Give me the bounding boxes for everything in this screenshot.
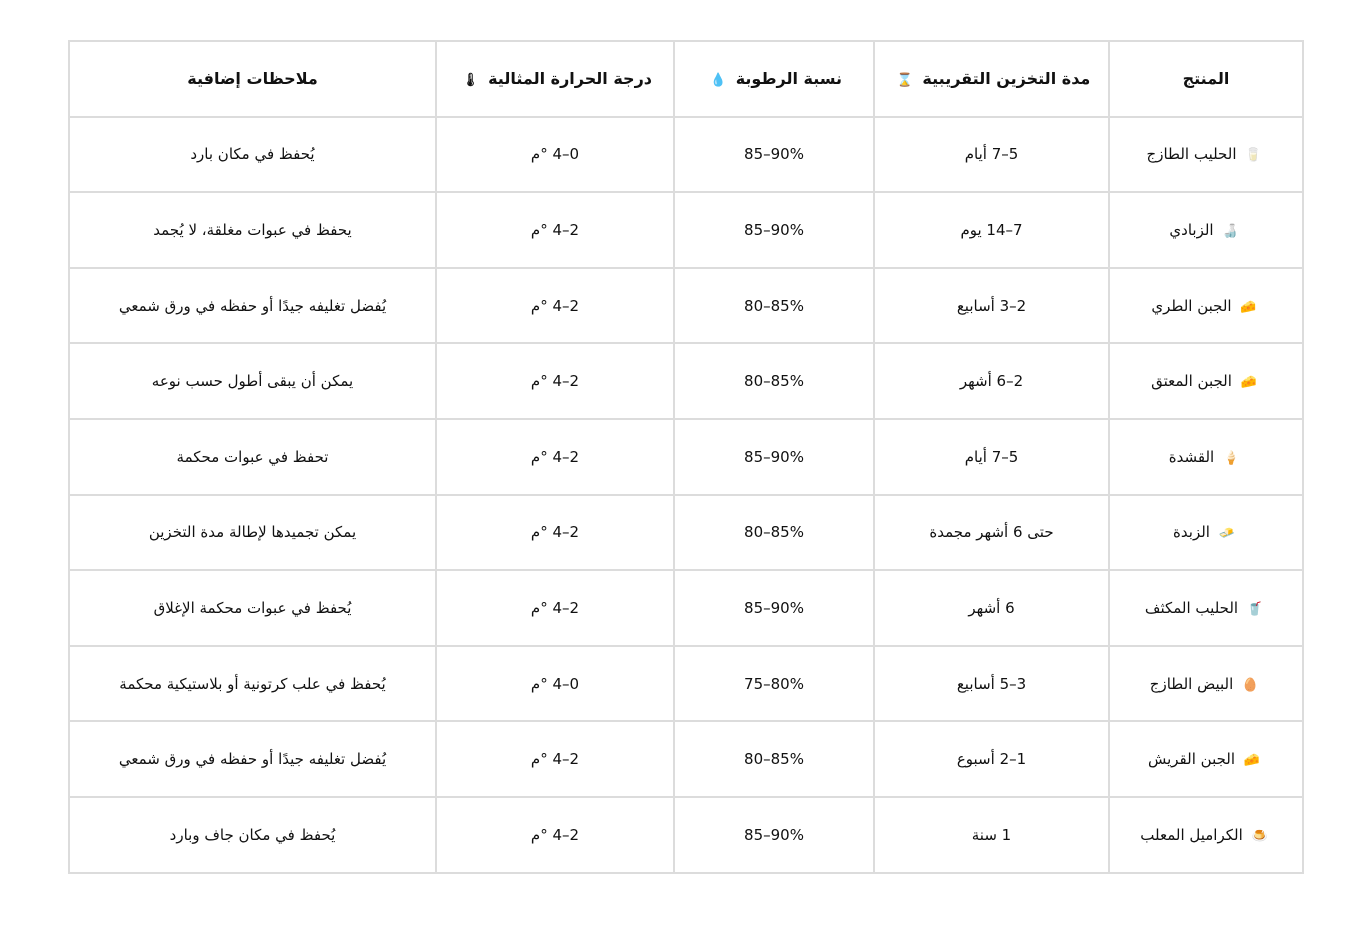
header-duration [874, 41, 1109, 117]
cell-product [1109, 192, 1303, 268]
temperature-value: 2–4 °م [530, 296, 580, 315]
cell-humidity [674, 192, 874, 268]
header-temperature [436, 41, 674, 117]
product-name: البيض الطازج [1149, 674, 1234, 693]
temperature-value: 0–4 °م [530, 145, 580, 164]
cell-product [1109, 268, 1303, 344]
cell-notes [69, 495, 436, 571]
cell-duration [874, 268, 1109, 344]
cell-duration [874, 495, 1109, 571]
duration-value: حتى 6 أشهر مجمدة [929, 523, 1054, 542]
notes-value: يُفضل تغليفه جيدًا أو حفظه في ورق شمعي [118, 750, 387, 769]
cell-humidity [674, 268, 874, 344]
duration-value: 7–14 يوم [960, 220, 1023, 239]
cell-humidity [674, 646, 874, 722]
cell-humidity [674, 570, 874, 646]
cell-product [1109, 646, 1303, 722]
duration-value: 3–5 أسابيع [956, 674, 1027, 693]
cell-temperature [436, 646, 674, 722]
header-label: مدة التخزين التقريبية [922, 69, 1091, 89]
cell-notes [69, 797, 436, 873]
table-row [69, 117, 1303, 193]
notes-value: تحفظ في عبوات محكمة [176, 447, 329, 466]
cell-product [1109, 797, 1303, 873]
temperature-value: 2–4 °م [530, 825, 580, 844]
storage-table [68, 40, 1304, 874]
cell-temperature [436, 117, 674, 193]
cell-temperature [436, 721, 674, 797]
cell-temperature [436, 268, 674, 344]
header-label: المنتج [1182, 69, 1230, 89]
egg-icon: 🥚 [1242, 677, 1259, 693]
cell-duration [874, 797, 1109, 873]
cell-notes [69, 419, 436, 495]
notes-value: يمكن أن يبقى أطول حسب نوعه [151, 372, 354, 391]
cell-product [1109, 343, 1303, 419]
product-name: الحليب الطازج [1146, 145, 1237, 164]
notes-value: يمكن تجميدها لإطالة مدة التخزين [148, 523, 357, 542]
product-name: الجبن المعتق [1151, 372, 1232, 391]
temperature-value: 2–4 °م [530, 372, 580, 391]
temperature-value: 2–4 °م [530, 750, 580, 769]
table-row [69, 646, 1303, 722]
temperature-value: 2–4 °م [530, 523, 580, 542]
cell-temperature [436, 192, 674, 268]
cell-notes [69, 721, 436, 797]
cell-notes [69, 343, 436, 419]
cell-temperature [436, 343, 674, 419]
temperature-value: 0–4 °م [530, 674, 580, 693]
cell-duration [874, 419, 1109, 495]
duration-value: 2–3 أسابيع [956, 296, 1027, 315]
pudding-icon: 🍮 [1251, 828, 1268, 844]
storage-table-container [68, 40, 1302, 874]
table-row [69, 495, 1303, 571]
table-row [69, 721, 1303, 797]
cell-product [1109, 495, 1303, 571]
header-humidity [674, 41, 874, 117]
cheese-icon: 🧀 [1240, 299, 1257, 315]
temperature-value: 2–4 °م [530, 598, 580, 617]
table-row [69, 343, 1303, 419]
table-row [69, 797, 1303, 873]
notes-value: يُحفظ في عبوات محكمة الإغلاق [153, 598, 352, 617]
notes-value: يُحفظ في علب كرتونية أو بلاستيكية محكمة [119, 674, 386, 693]
cell-humidity [674, 117, 874, 193]
product-name: الجبن الطري [1151, 296, 1232, 315]
cell-duration [874, 117, 1109, 193]
cell-duration [874, 192, 1109, 268]
cell-duration [874, 343, 1109, 419]
cell-product [1109, 570, 1303, 646]
header-product [1109, 41, 1303, 117]
cell-temperature [436, 570, 674, 646]
cheese-icon: 🧀 [1243, 753, 1260, 769]
product-name: الزبادي [1169, 220, 1214, 239]
notes-value: يُفضل تغليفه جيدًا أو حفظه في ورق شمعي [118, 296, 387, 315]
cell-temperature [436, 797, 674, 873]
table-row [69, 192, 1303, 268]
humidity-value: 85–90% [744, 598, 804, 617]
humidity-value: 80–85% [744, 523, 804, 542]
duration-value: 5–7 أيام [964, 145, 1019, 164]
cheese-icon: 🧀 [1240, 375, 1257, 391]
table-row [69, 570, 1303, 646]
header-notes [69, 41, 436, 117]
duration-value: 1 سنة [971, 825, 1012, 844]
milk-glass-icon: 🥛 [1245, 148, 1262, 164]
cell-product [1109, 117, 1303, 193]
duration-value: 6 أشهر [968, 598, 1015, 617]
cell-notes [69, 117, 436, 193]
humidity-value: 80–85% [744, 296, 804, 315]
cell-notes [69, 192, 436, 268]
table-row [69, 419, 1303, 495]
product-name: القشدة [1168, 447, 1215, 466]
header-label: درجة الحرارة المثالية [488, 69, 652, 89]
duration-value: 5–7 أيام [964, 447, 1019, 466]
temperature-value: 2–4 °م [530, 447, 580, 466]
cell-temperature [436, 419, 674, 495]
cell-notes [69, 646, 436, 722]
product-name: الجبن القريش [1147, 750, 1236, 769]
cell-temperature [436, 495, 674, 571]
duration-value: 2–6 أشهر [959, 372, 1024, 391]
product-name: الزبدة [1173, 523, 1210, 542]
cell-humidity [674, 797, 874, 873]
notes-value: يُحفظ في مكان جاف وبارد [169, 825, 336, 844]
cell-notes [69, 268, 436, 344]
humidity-value: 80–85% [744, 372, 804, 391]
cell-humidity [674, 721, 874, 797]
product-name: الحليب المكثف [1144, 598, 1239, 617]
cell-notes [69, 570, 436, 646]
cell-humidity [674, 495, 874, 571]
humidity-value: 85–90% [744, 145, 804, 164]
humidity-value: 85–90% [744, 220, 804, 239]
header-label: نسبة الرطوبة [735, 69, 843, 89]
notes-value: يُحفظ في مكان بارد [190, 145, 315, 164]
cell-duration [874, 646, 1109, 722]
cell-product [1109, 721, 1303, 797]
ice-cream-icon: 🍦 [1223, 450, 1240, 466]
notes-value: يحفظ في عبوات مغلقة، لا يُجمد [153, 220, 352, 239]
thermometer-icon: 🌡 [461, 73, 479, 89]
product-name: الكراميل المعلب [1140, 825, 1243, 844]
cell-humidity [674, 419, 874, 495]
drink-cup-icon: 🥤 [1246, 601, 1264, 617]
table-row [69, 268, 1303, 344]
header-row [69, 41, 1303, 117]
duration-value: 1–2 أسبوع [956, 750, 1027, 769]
butter-icon: 🧈 [1218, 526, 1235, 542]
humidity-value: 85–90% [744, 825, 804, 844]
temperature-value: 2–4 °م [530, 220, 580, 239]
hourglass-icon: ⌛ [896, 73, 913, 89]
humidity-value: 85–90% [744, 447, 804, 466]
cell-duration [874, 570, 1109, 646]
humidity-value: 80–85% [744, 750, 804, 769]
humidity-value: 75–80% [744, 674, 804, 693]
header-label: ملاحظات إضافية [187, 69, 318, 89]
droplet-icon: 💧 [709, 73, 727, 89]
cell-duration [874, 721, 1109, 797]
yogurt-icon: 🍶 [1222, 223, 1239, 239]
cell-humidity [674, 343, 874, 419]
cell-product [1109, 419, 1303, 495]
